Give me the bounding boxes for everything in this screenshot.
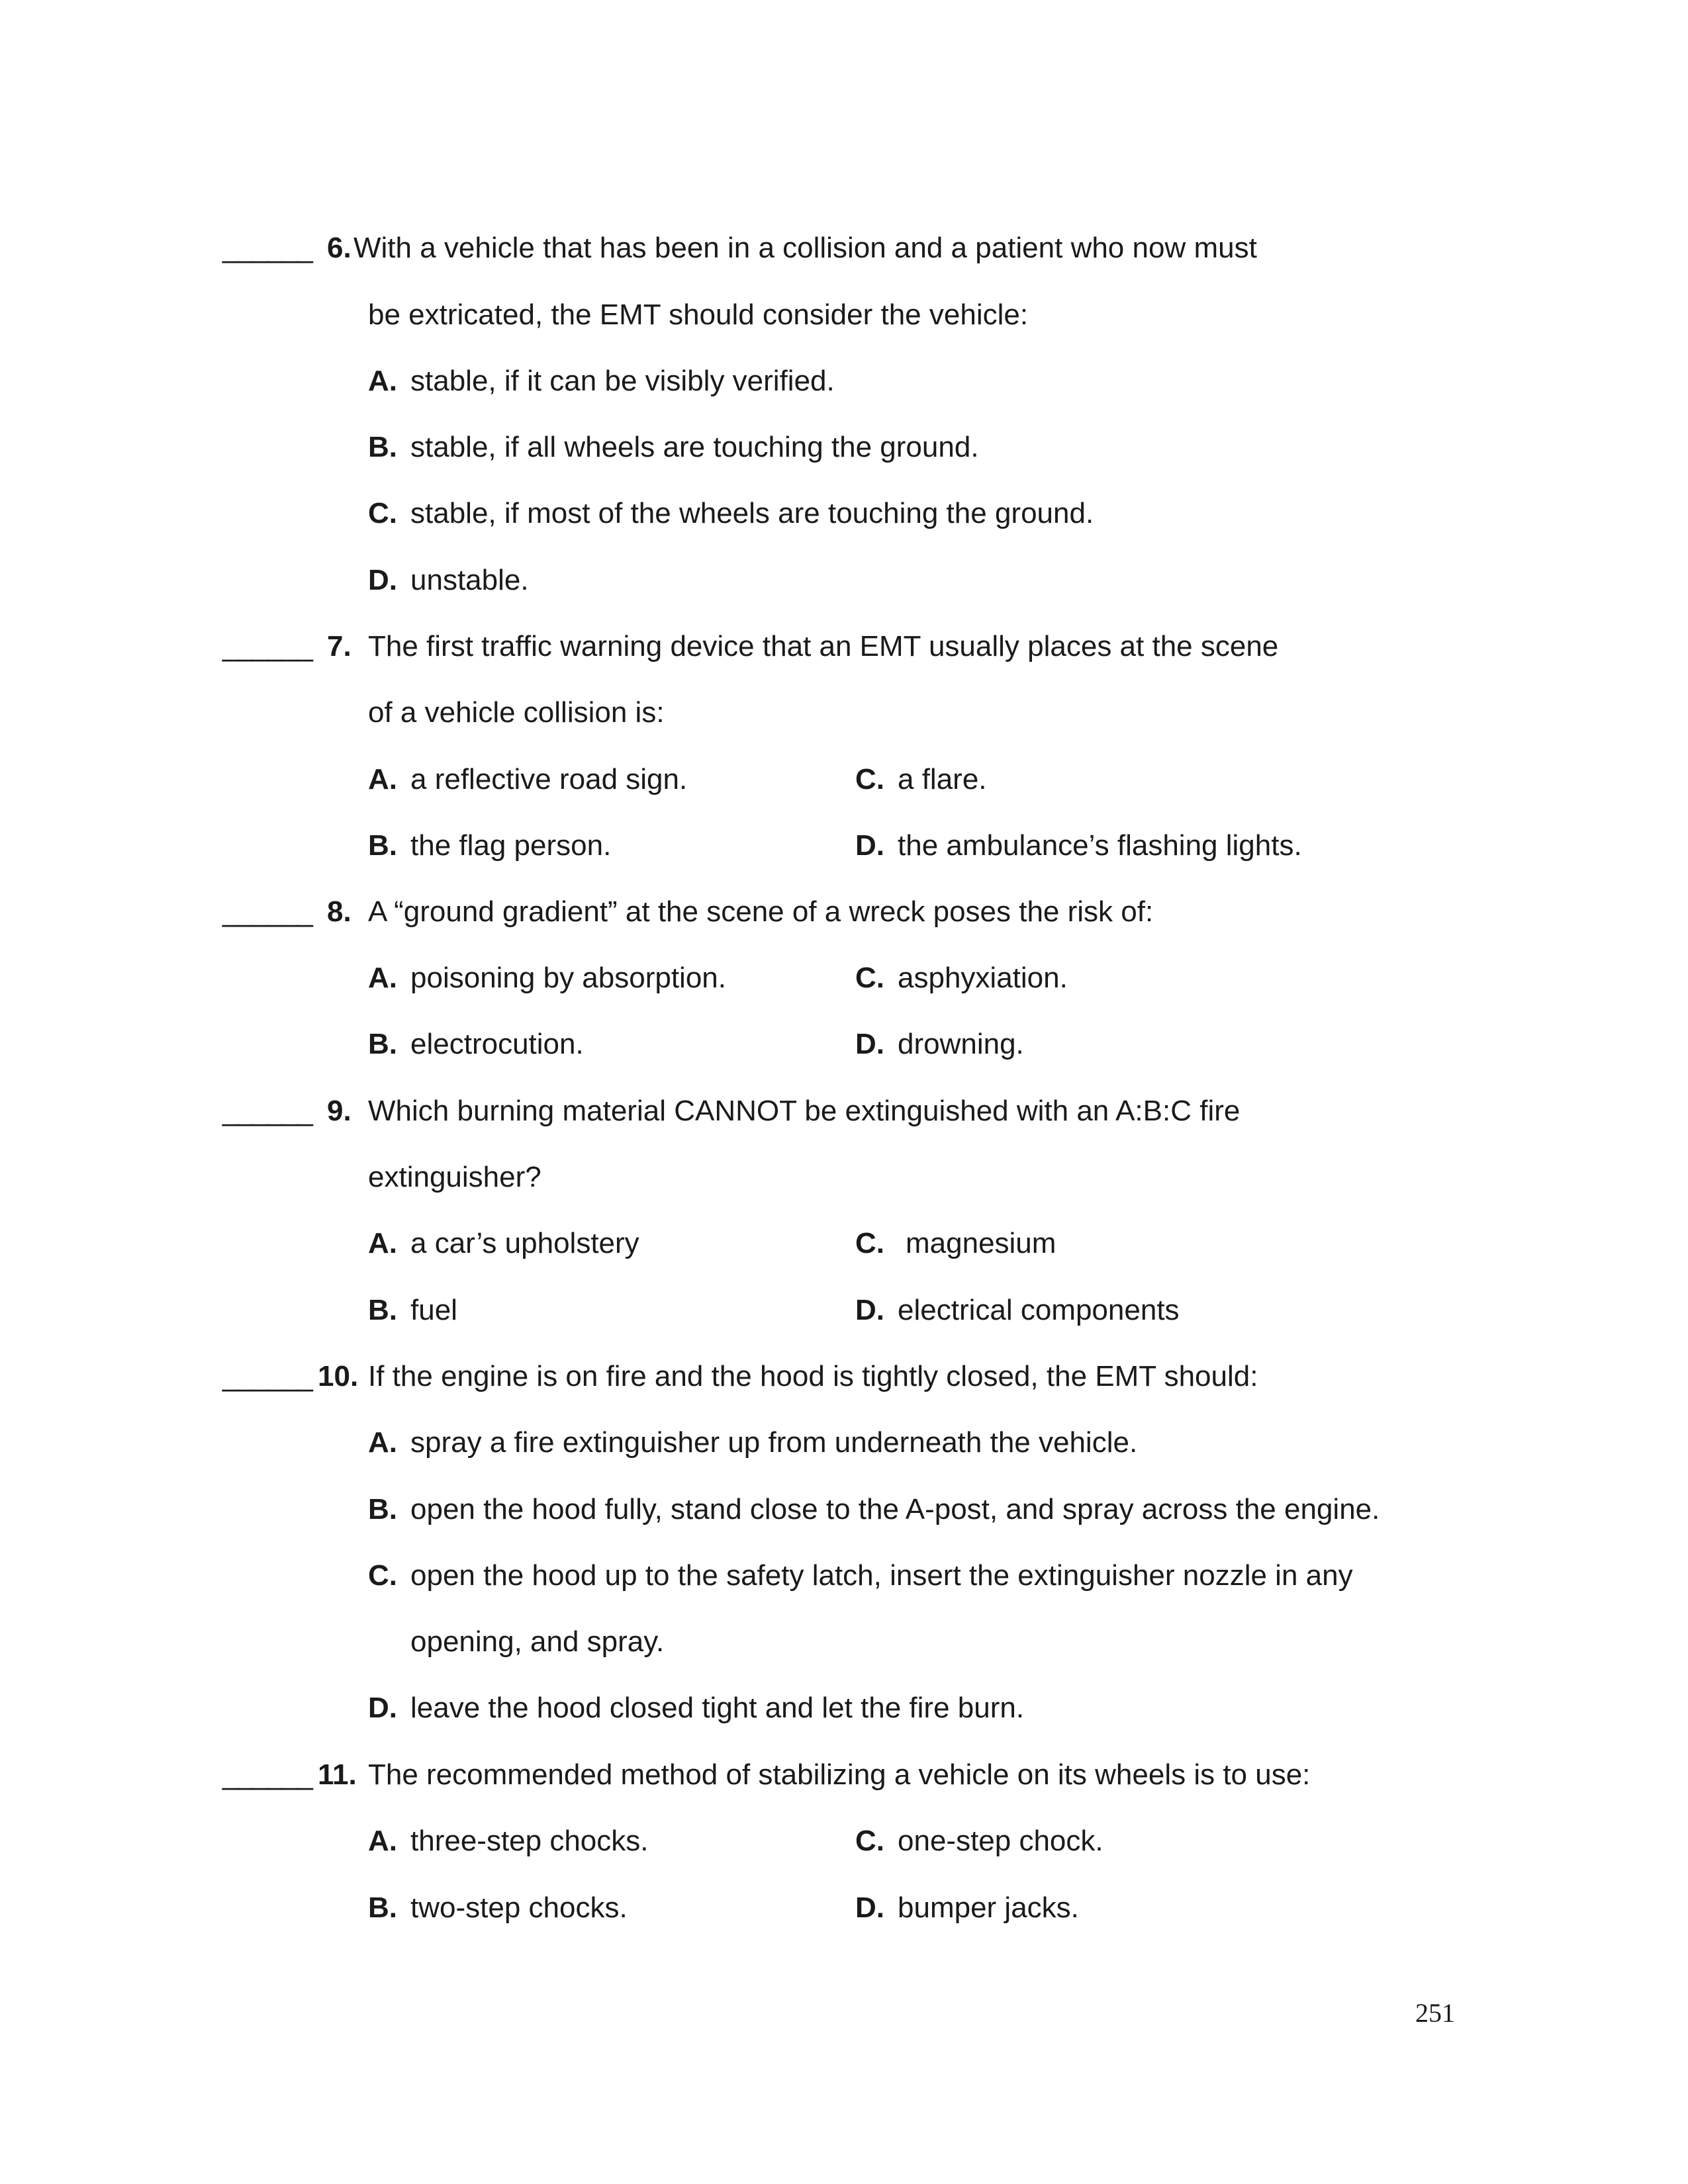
option-text: a car’s upholstery <box>410 1227 639 1259</box>
question-stem: Which burning material CANNOT be extinguished with an A:B:C fire <box>368 1095 1241 1127</box>
option-text: poisoning by absorption. <box>410 962 726 994</box>
option-text: a flare. <box>898 763 987 796</box>
question-stem: be extricated, the EMT should consider the vehicle: <box>368 298 1029 331</box>
answer-blank: ______ <box>222 1758 312 1791</box>
option-letter: B. <box>368 431 397 463</box>
question-stem: If the engine is on fire and the hood is tightly closed, the EMT should: <box>368 1360 1258 1392</box>
option-text: a reflective road sign. <box>410 763 688 796</box>
option-letter: B. <box>368 1028 397 1060</box>
option-letter: B. <box>368 1294 397 1326</box>
option-letter: A. <box>368 763 397 796</box>
question-number: 10. <box>318 1360 359 1392</box>
option-letter: B. <box>368 1493 397 1525</box>
option-text: stable, if it can be visibly verified. <box>410 365 835 397</box>
option-text: the ambulance’s flashing lights. <box>898 829 1302 862</box>
option-letter: D. <box>368 564 397 596</box>
option-text: two-step chocks. <box>410 1891 628 1924</box>
question-number: 8. <box>327 895 352 928</box>
option-text: electrical components <box>898 1294 1180 1326</box>
option-letter: D. <box>855 829 884 862</box>
option-text: unstable. <box>410 564 529 596</box>
question-number: 9. <box>327 1095 352 1127</box>
question-stem: The recommended method of stabilizing a vehicle on its wheels is to use: <box>368 1758 1311 1791</box>
option-letter: C. <box>855 962 884 994</box>
option-letter: A. <box>368 1426 397 1459</box>
option-text: spray a fire extinguisher up from underneath the vehicle. <box>410 1426 1138 1459</box>
question-number: 6. <box>327 232 352 264</box>
option-text: drowning. <box>898 1028 1024 1060</box>
option-letter: A. <box>368 962 397 994</box>
option-text: fuel <box>410 1294 457 1326</box>
question-stem: of a vehicle collision is: <box>368 696 665 729</box>
option-letter: B. <box>368 1891 397 1924</box>
answer-blank: ______ <box>222 1360 312 1392</box>
option-text-continued: opening, and spray. <box>410 1625 665 1658</box>
option-text: bumper jacks. <box>898 1891 1079 1924</box>
option-letter: D. <box>368 1692 397 1724</box>
question-number: 11. <box>318 1758 357 1791</box>
answer-blank: ______ <box>222 895 312 928</box>
option-letter: C. <box>368 1559 397 1592</box>
option-text: magnesium <box>906 1227 1056 1259</box>
question-number: 7. <box>327 630 352 662</box>
option-letter: C. <box>368 497 397 529</box>
option-letter: C. <box>855 1825 884 1857</box>
option-letter: A. <box>368 365 397 397</box>
question-stem: A “ground gradient” at the scene of a wreck poses the risk of: <box>368 895 1154 928</box>
question-stem: The first traffic warning device that an EMT usually places at the scene <box>368 630 1279 662</box>
option-letter: C. <box>855 1227 884 1259</box>
option-text: stable, if all wheels are touching the ground. <box>410 431 979 463</box>
option-text: open the hood up to the safety latch, insert the extinguisher nozzle in any <box>410 1559 1353 1592</box>
option-letter: A. <box>368 1227 397 1259</box>
option-letter: D. <box>855 1028 884 1060</box>
option-text: one-step chock. <box>898 1825 1103 1857</box>
answer-blank: ______ <box>222 630 312 662</box>
question-stem: With a vehicle that has been in a collision and a patient who now must <box>353 232 1257 264</box>
option-text: leave the hood closed tight and let the fire burn. <box>410 1692 1025 1724</box>
option-letter: B. <box>368 829 397 862</box>
option-letter: D. <box>855 1891 884 1924</box>
option-text: electrocution. <box>410 1028 584 1060</box>
page-number: 251 <box>1415 1998 1455 2028</box>
option-letter: D. <box>855 1294 884 1326</box>
answer-blank: ______ <box>222 1095 312 1127</box>
option-text: asphyxiation. <box>898 962 1068 994</box>
option-text: stable, if most of the wheels are touching the ground. <box>410 497 1094 529</box>
option-letter: C. <box>855 763 884 796</box>
option-letter: A. <box>368 1825 397 1857</box>
question-stem: extinguisher? <box>368 1161 541 1193</box>
option-text: the flag person. <box>410 829 612 862</box>
option-text: three-step chocks. <box>410 1825 649 1857</box>
answer-blank: ______ <box>222 232 312 264</box>
option-text: open the hood fully, stand close to the A-post, and spray across the engine. <box>410 1493 1380 1525</box>
